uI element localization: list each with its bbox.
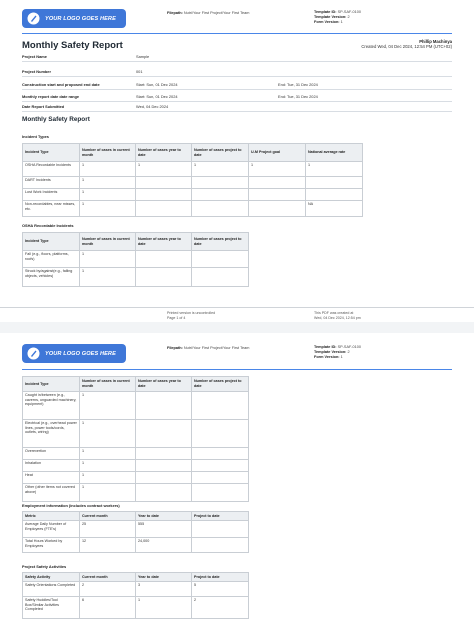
- header-divider: [22, 369, 452, 370]
- field-value: Sample: [136, 54, 150, 59]
- column-header: Project to date: [192, 512, 249, 521]
- field-label: Date Report Submitted: [22, 104, 65, 109]
- table-cell: 1: [80, 420, 136, 448]
- table-cell: [136, 201, 192, 217]
- table-cell: 1: [80, 177, 136, 189]
- table-cell: 1: [80, 162, 136, 177]
- employment-title: Employment information (includes contract workers): [22, 503, 120, 508]
- template-meta: [314, 345, 361, 360]
- table-cell: 1: [136, 597, 192, 619]
- table-cell: [136, 460, 192, 472]
- table-cell: 2: [192, 597, 249, 619]
- column-header: Number of cases project to date: [192, 144, 249, 162]
- table-row: [23, 251, 249, 268]
- table-cell: [192, 392, 249, 420]
- field-construction-dates: [22, 77, 452, 90]
- column-header: Number of cases project to date: [192, 377, 249, 392]
- table-cell: Inhalation: [23, 460, 80, 472]
- table-cell: 1: [306, 162, 363, 177]
- table-cell: [136, 472, 192, 484]
- incident-types-table-continued: [22, 376, 249, 502]
- column-header: Number of cases in current month: [80, 377, 136, 392]
- column-header: Project to date: [192, 573, 249, 582]
- column-header: Incident Type: [23, 144, 80, 162]
- table-cell: [249, 177, 306, 189]
- report-created-date: Created Wed, 04 Dec 2024, 12:54 PM (UTC+02): [361, 44, 452, 49]
- field-label: Project Name: [22, 54, 47, 59]
- column-header: Current month: [80, 512, 136, 521]
- form-version-label: Form Version:: [314, 355, 340, 359]
- page-number: Page 1 of 4: [167, 315, 186, 320]
- table-row: [23, 162, 363, 177]
- table-cell: [192, 201, 249, 217]
- footer-right: [314, 311, 361, 321]
- form-version-value: 1: [340, 355, 343, 359]
- column-header: Metric: [23, 512, 80, 521]
- page-header: [0, 0, 474, 36]
- logo-text: YOUR LOGO GOES HERE: [45, 350, 116, 357]
- logo-shield-icon: [27, 347, 40, 360]
- table-cell: [192, 521, 249, 538]
- logo-text: YOUR LOGO GOES HERE: [45, 15, 116, 22]
- footer-center: [167, 311, 215, 321]
- table-cell: [306, 189, 363, 201]
- template-version-label: Template Version:: [314, 350, 347, 354]
- table-row: [23, 189, 363, 201]
- table-row: [23, 420, 249, 448]
- table-cell: NA: [306, 201, 363, 217]
- table-row: [23, 538, 249, 553]
- table-cell: [192, 420, 249, 448]
- table-row: [23, 484, 249, 502]
- table-cell: [192, 472, 249, 484]
- template-version-value: 2: [347, 15, 350, 19]
- table-cell: 1: [80, 251, 136, 268]
- template-version-label: Template Version:: [314, 15, 347, 19]
- table-cell: Safety Orientations Completed: [23, 582, 80, 597]
- table-cell: Non-recordables, near misses, etc.: [23, 201, 80, 217]
- table-cell: Overexertion: [23, 448, 80, 460]
- table-cell: 24,000: [136, 538, 192, 553]
- osha-recordable-table: [22, 232, 249, 287]
- column-header: Number of cases in current month: [80, 233, 136, 251]
- report-author: Phillip Machinya: [419, 39, 452, 44]
- table-cell: Struck by/against(e.g., falling objects, vehicles): [23, 268, 80, 287]
- filepath-value: Nutri/Your First Project/Your First Team: [183, 346, 250, 350]
- column-header: Number of cases in current month: [80, 144, 136, 162]
- pdf-created-date: Wed, 04 Dec 2024, 12:54 pm: [314, 315, 361, 320]
- table-cell: 1: [80, 484, 136, 502]
- template-id-label: Template ID:: [314, 345, 337, 349]
- table-row: [23, 268, 249, 287]
- table-row: [23, 597, 249, 619]
- table-cell: Total Hours Worked by Employees: [23, 538, 80, 553]
- table-cell: 1: [249, 162, 306, 177]
- pdf-created-label: This PDF was created at: [314, 311, 354, 315]
- report-page-2: [0, 333, 474, 632]
- table-cell: Safety Huddles/Tool Box/Similar Activities Completed: [23, 597, 80, 619]
- header-divider: [22, 33, 452, 34]
- filepath: [167, 346, 249, 350]
- field-project-number: [22, 62, 452, 77]
- logo-shield-icon: [27, 12, 40, 25]
- page-header: [0, 333, 474, 369]
- column-header: National average rate: [306, 144, 363, 162]
- table-row: [23, 472, 249, 484]
- column-header: Number of cases year to date: [136, 377, 192, 392]
- table-cell: DART Incidents: [23, 177, 80, 189]
- table-row: [23, 521, 249, 538]
- form-version-value: 1: [340, 20, 343, 24]
- filepath-value: Nutri/Your First Project/Your First Team: [183, 11, 250, 15]
- table-cell: [192, 538, 249, 553]
- table-cell: 5: [192, 582, 249, 597]
- table-cell: 1: [80, 268, 136, 287]
- table-header-row: [23, 233, 249, 251]
- company-logo: [22, 344, 126, 363]
- table-cell: Heat: [23, 472, 80, 484]
- table-cell: [192, 189, 249, 201]
- field-value: Wed, 04 Dec 2024: [136, 104, 169, 109]
- table-header-row: [23, 377, 249, 392]
- table-cell: [136, 392, 192, 420]
- table-cell: 1: [80, 201, 136, 217]
- report-title: Monthly Safety Report: [22, 40, 123, 51]
- table-cell: Caught in/between (e.g., caverns, unguarded machinery, equipment): [23, 392, 80, 420]
- table-cell: Fall (e.g., floors, platforms, roofs): [23, 251, 80, 268]
- filepath-label: Filepath:: [167, 11, 183, 15]
- table-cell: 12: [80, 538, 136, 553]
- field-label: Construction start and proposed end date: [22, 82, 100, 87]
- table-cell: [249, 189, 306, 201]
- incident-types-table: [22, 143, 363, 217]
- template-id-label: Template ID:: [314, 10, 337, 14]
- column-header: Incident Type: [23, 233, 80, 251]
- project-safety-table: [22, 572, 249, 619]
- table-cell: [192, 484, 249, 502]
- column-header: U-M Project goal: [249, 144, 306, 162]
- filepath: [167, 11, 249, 15]
- table-cell: 1: [80, 392, 136, 420]
- page-separator: [0, 322, 474, 333]
- table-cell: 1: [192, 162, 249, 177]
- company-logo: [22, 9, 126, 28]
- table-header-row: [23, 144, 363, 162]
- table-cell: [192, 460, 249, 472]
- incident-types-title: Incident Types: [22, 134, 49, 139]
- table-cell: 1: [80, 460, 136, 472]
- field-end-value: End: Tue, 31 Dec 2024: [278, 82, 318, 87]
- table-row: [23, 392, 249, 420]
- table-cell: [192, 177, 249, 189]
- table-cell: Other (other items not covered above): [23, 484, 80, 502]
- table-cell: [136, 484, 192, 502]
- column-header: Incident Type: [23, 377, 80, 392]
- field-start-value: Start: Sun, 01 Dec 2024: [136, 94, 178, 99]
- table-cell: [306, 177, 363, 189]
- section-title: Monthly Safety Report: [22, 116, 90, 123]
- uncontrolled-notice: Printed version is uncontrolled: [167, 311, 216, 315]
- field-project-name: [22, 52, 452, 62]
- template-id-value: SP-SAF-0100: [337, 345, 362, 349]
- template-id-value: SP-SAF-0100: [337, 10, 362, 14]
- table-cell: 555: [136, 521, 192, 538]
- filepath-label: Filepath:: [167, 346, 183, 350]
- table-cell: [136, 177, 192, 189]
- table-row: [23, 460, 249, 472]
- table-cell: [192, 448, 249, 460]
- column-header: Number of cases year to date: [136, 233, 192, 251]
- table-cell: OSHA Recordable Incidents: [23, 162, 80, 177]
- table-cell: 1: [136, 162, 192, 177]
- field-start-value: Start: Sun, 01 Dec 2024: [136, 82, 178, 87]
- field-end-value: End: Tue, 31 Dec 2024: [278, 94, 318, 99]
- table-cell: [136, 251, 192, 268]
- page-footer: [0, 307, 474, 322]
- template-version-value: 2: [347, 350, 350, 354]
- table-cell: [249, 201, 306, 217]
- table-row: [23, 201, 363, 217]
- table-cell: 2: [80, 582, 136, 597]
- table-cell: 1: [80, 472, 136, 484]
- table-cell: [192, 268, 249, 287]
- table-cell: 1: [80, 189, 136, 201]
- table-cell: 25: [80, 521, 136, 538]
- column-header: Number of cases year to date: [136, 144, 192, 162]
- osha-recordable-title: OSHA Recordable Incidents: [22, 223, 74, 228]
- field-label: Monthly report date date range: [22, 94, 80, 99]
- field-date-submitted: [22, 102, 452, 112]
- table-cell: [136, 189, 192, 201]
- table-header-row: [23, 573, 249, 582]
- table-cell: 3: [136, 582, 192, 597]
- table-header-row: [23, 512, 249, 521]
- field-report-date-range: [22, 90, 452, 102]
- table-cell: [192, 251, 249, 268]
- table-cell: Electrical (e.g., overhead power lines, power tools/cords, outlets, wiring): [23, 420, 80, 448]
- table-cell: [136, 420, 192, 448]
- table-cell: Average Daily Number of Employees (FTE's): [23, 521, 80, 538]
- table-cell: 1: [80, 448, 136, 460]
- column-header: Number of cases project to date: [192, 233, 249, 251]
- field-value: 001: [136, 69, 143, 74]
- template-meta: [314, 10, 361, 25]
- table-row: [23, 177, 363, 189]
- form-version-label: Form Version:: [314, 20, 340, 24]
- table-cell: [136, 268, 192, 287]
- column-header: Current month: [80, 573, 136, 582]
- project-safety-title: Project Safety Activities: [22, 564, 67, 569]
- table-row: [23, 448, 249, 460]
- table-row: [23, 582, 249, 597]
- table-cell: Lost Work Incidents: [23, 189, 80, 201]
- column-header: Year to date: [136, 512, 192, 521]
- column-header: Safety Activity: [23, 573, 80, 582]
- field-label: Project Number: [22, 69, 51, 74]
- table-cell: 6: [80, 597, 136, 619]
- employment-table: [22, 511, 249, 553]
- column-header: Year to date: [136, 573, 192, 582]
- table-cell: [136, 448, 192, 460]
